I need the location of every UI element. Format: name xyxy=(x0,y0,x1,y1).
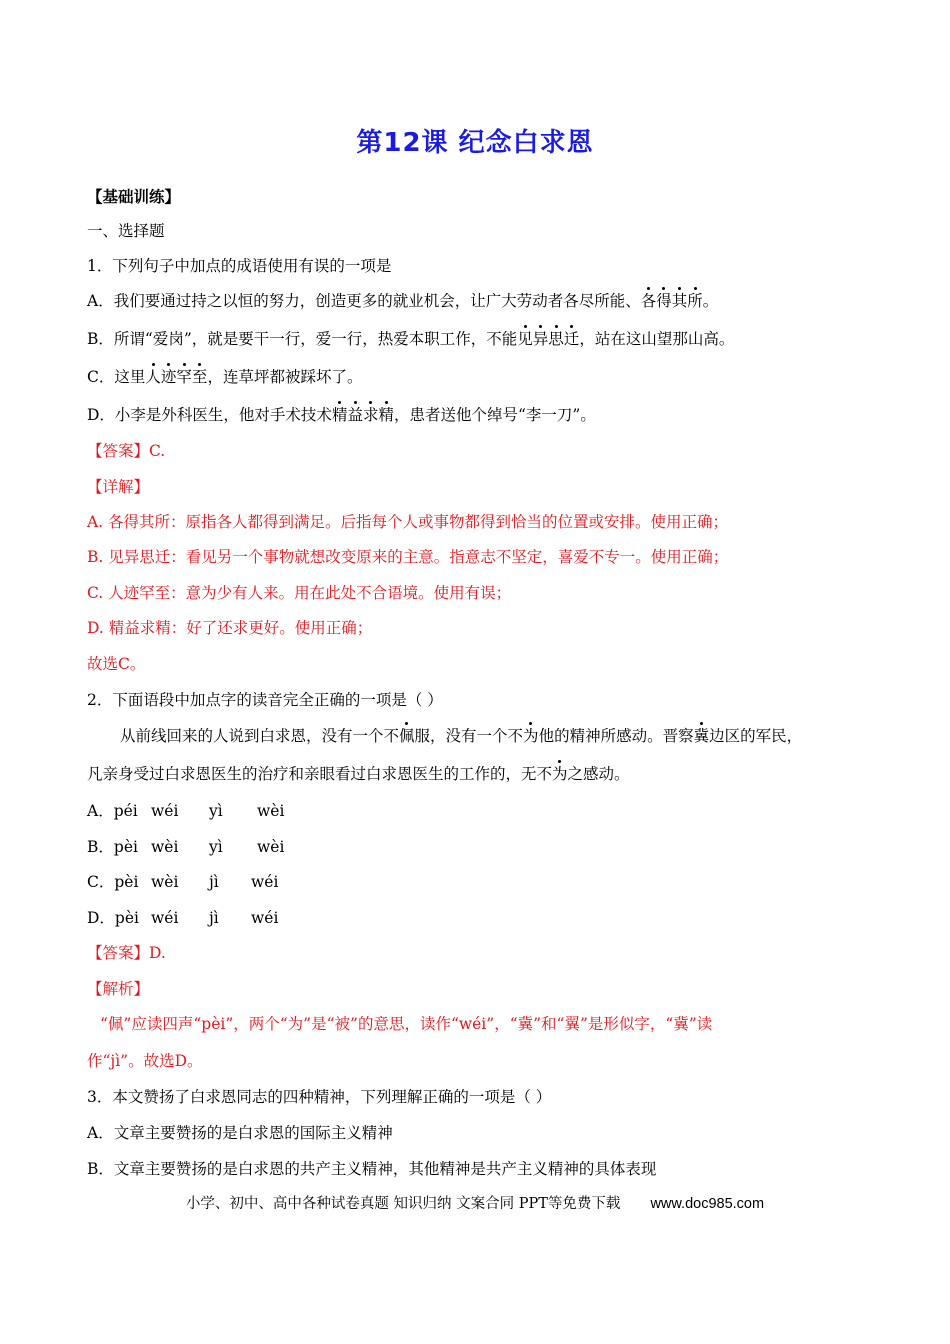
part-one-heading: 一、选择题 xyxy=(87,222,165,240)
q1-explain-a: A. 各得其所：原指各人都得到满足。后指每个人或事物都得到恰当的位置或安排。使用正确； xyxy=(87,513,729,531)
q2-explain-line-2: 作“jì”。故选D。 xyxy=(87,1052,203,1070)
page-footer xyxy=(0,1192,950,1213)
q1-stem: 1．下列句子中加点的成语使用有误的一项是 xyxy=(87,257,392,275)
q2-option-b: B．pèi wèi yì wèi xyxy=(87,838,285,856)
q3-option-a: A．文章主要赞扬的是白求恩的国际主义精神 xyxy=(87,1124,393,1142)
q2-stem: 2．下面语段中加点字的读音完全正确的一项是（ ） xyxy=(87,691,443,709)
q2-answer: 【答案】D. xyxy=(87,944,166,962)
q2-explain-label: 【解析】 xyxy=(87,980,150,998)
q1-explain-d: D. 精益求精：好了还求更好。使用正确； xyxy=(87,619,373,637)
q1-conclusion: 故选C。 xyxy=(87,655,146,673)
q1-answer: 【答案】C. xyxy=(87,442,166,460)
q2-passage-line-2: 凡亲身受过白求恩医生的治疗和亲眼看过白求恩医生的工作的，无不为之感动。 xyxy=(87,765,630,783)
q2-explain-line-1: “佩”应读四声“pèi”，两个“为”是“被”的意思，读作“wéi”，“冀”和“翼”是形似字，“冀”读 xyxy=(100,1015,713,1033)
footer-url[interactable]: www.doc985.com xyxy=(650,1196,765,1212)
q1-option-c: C．这里人迹罕至，连草坪都被踩坏了。 xyxy=(87,368,363,386)
q1-explain-label: 【详解】 xyxy=(87,478,150,496)
q2-option-d: D．pèi wéi jì wéi xyxy=(87,909,279,927)
q2-option-a: A．péi wéi yì wèi xyxy=(87,802,285,820)
q2-option-c: C．pèi wèi jì wéi xyxy=(87,873,279,891)
footer-text: 小学、初中、高中各种试卷真题 知识归纳 文案合同 PPT等免费下载 xyxy=(185,1196,621,1212)
q1-option-b: B．所谓“爱岗”，就是要干一行，爱一行，热爱本职工作，不能见异思迁，站在这山望那山高。 xyxy=(87,330,735,348)
q1-explain-c: C. 人迹罕至：意为少有人来。用在此处不合语境。使用有误； xyxy=(87,584,512,602)
q1-explain-b: B. 见异思迁：看见另一个事物就想改变原来的主意。指意志不坚定，喜爱不专一。使用正确； xyxy=(87,548,729,566)
lesson-title: 第12课 纪念白求恩 xyxy=(356,128,594,158)
q1-option-d: D．小李是外科医生，他对手术技术精益求精，患者送他个绰号“李一刀”。 xyxy=(87,406,596,424)
q3-option-b: B．文章主要赞扬的是白求恩的共产主义精神，其他精神是共产主义精神的具体表现 xyxy=(87,1160,657,1178)
section-heading: 【基础训练】 xyxy=(87,187,181,206)
q1-option-a: A．我们要通过持之以恒的努力，创造更多的就业机会，让广大劳动者各尽所能、各得其所。 xyxy=(87,292,719,310)
q3-stem: 3．本文赞扬了白求恩同志的四种精神，下列理解正确的一项是（ ） xyxy=(87,1088,552,1106)
q2-passage-line-1: 从前线回来的人说到白求恩，没有一个不佩服，没有一个不为他的精神所感动。晋察冀边区的军民， xyxy=(120,727,803,745)
